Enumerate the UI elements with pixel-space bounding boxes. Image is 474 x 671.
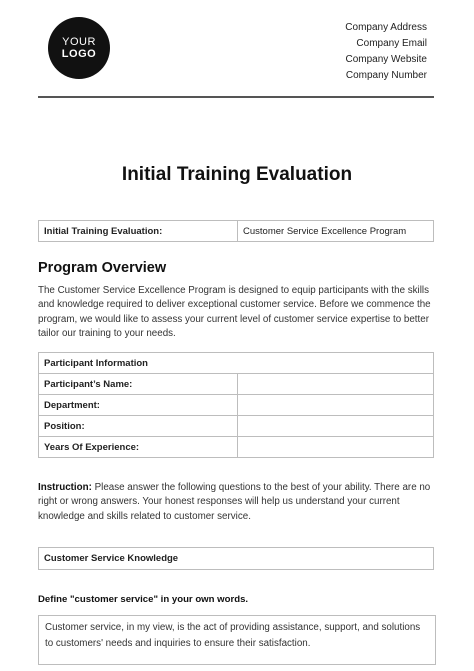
- years-experience-field[interactable]: [238, 437, 434, 458]
- program-overview-heading: Program Overview: [38, 260, 167, 276]
- department-field[interactable]: [238, 395, 434, 416]
- evaluation-table: [38, 220, 434, 242]
- company-address: Company Address: [345, 22, 427, 33]
- participant-name-label: Participant’s Name:: [39, 374, 238, 395]
- table-row: [39, 395, 434, 416]
- table-row: [39, 374, 434, 395]
- answer-field[interactable]: Customer service, in my view, is the act of providing assistance, support, and solutions to customers' needs and inquiries to ensure their satisfaction.: [38, 615, 436, 665]
- table-row: [39, 221, 434, 242]
- company-logo: [48, 17, 110, 79]
- participant-name-field[interactable]: [238, 374, 434, 395]
- position-field[interactable]: [238, 416, 434, 437]
- logo-line-1: YOUR: [62, 36, 96, 48]
- knowledge-header: Customer Service Knowledge: [39, 548, 434, 570]
- participant-header: Participant Information: [39, 353, 434, 374]
- instruction-body: Please answer the following questions to the best of your ability. There are no right or wrong answers. Your honest responses will help us understand your current knowledge and skills related to customer service.: [38, 482, 431, 522]
- table-row: [39, 416, 434, 437]
- company-info: [345, 20, 427, 84]
- participant-table: [38, 352, 434, 458]
- evaluation-value: Customer Service Excellence Program: [238, 221, 434, 242]
- logo-line-2: LOGO: [61, 48, 97, 60]
- table-row: [39, 437, 434, 458]
- position-label: Position:: [39, 416, 238, 437]
- instruction-label: Instruction:: [38, 482, 92, 493]
- question-define-customer-service: Define "customer service" in your own words.: [38, 594, 249, 605]
- table-row: [39, 548, 434, 570]
- evaluation-label: Initial Training Evaluation:: [39, 221, 238, 242]
- company-email: Company Email: [356, 38, 427, 49]
- years-experience-label: Years Of Experience:: [39, 437, 238, 458]
- instruction-text: [38, 481, 436, 524]
- company-number: Company Number: [345, 70, 427, 81]
- company-website: Company Website: [345, 54, 427, 65]
- program-overview-text: The Customer Service Excellence Program is designed to equip participants with the skills and knowledge required to deliver exceptional customer service. Before we commence the program, we would like to assess your current level of customer service expertise to better tailor our training to your needs.: [38, 285, 431, 340]
- table-row: [39, 353, 434, 374]
- knowledge-table: [38, 547, 434, 570]
- page-title: Initial Training Evaluation: [121, 164, 353, 185]
- header-divider: [38, 96, 434, 98]
- department-label: Department:: [39, 395, 238, 416]
